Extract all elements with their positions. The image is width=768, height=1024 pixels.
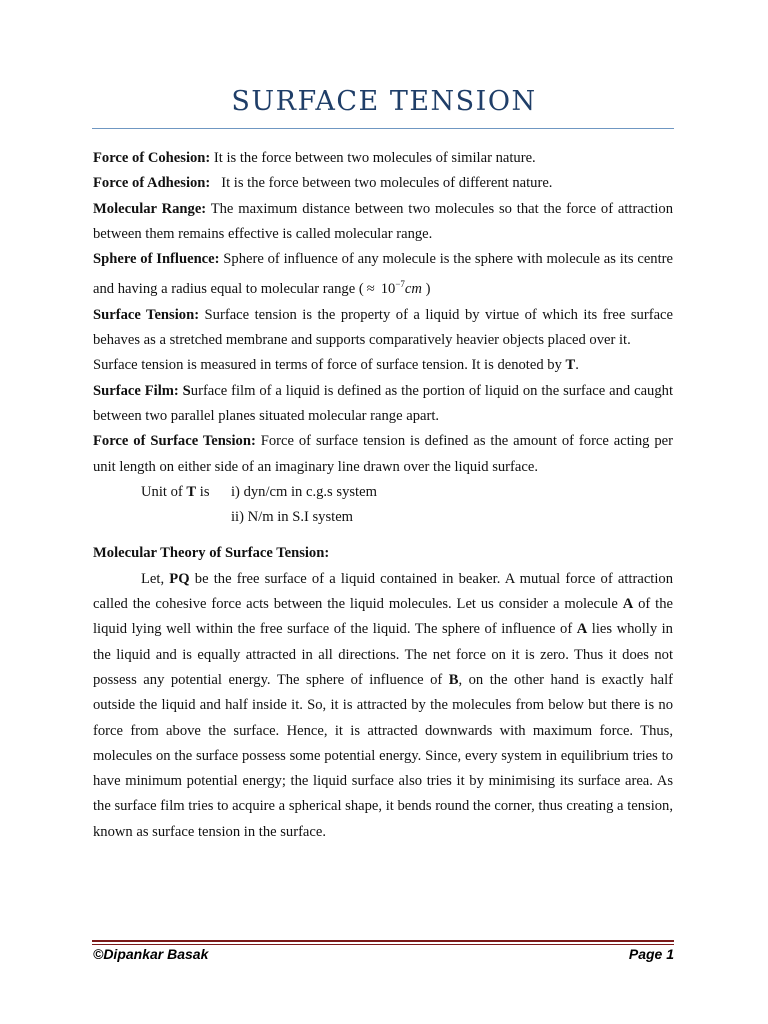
theory-heading-text: Molecular Theory of Surface Tension: [93,545,330,562]
symbol-a-2: A [576,621,588,638]
text-measured: Surface tension is measured in terms of force of surface tension. It is denoted by [93,357,566,374]
text-sphere-of-influence: Sphere of influence of any molecule is the sphere with molecule as its centre and having a radius equal to molecular range ( [93,251,673,298]
definition-surface-film [93,379,673,430]
term-surface-tension: Surface Tension: [93,306,200,323]
theory-paragraph [93,567,673,845]
definition-molecular-range [93,197,673,248]
footer-divider-thick [92,940,674,942]
term-cohesion: Force of Cohesion: [93,150,211,166]
footer-page-number: Page 1 [628,946,674,962]
approx-symbol: ≈ [366,281,375,298]
spacer [93,530,673,541]
theory-text-3: of the liquid lying well within the free surface of the liquid. The sphere of influence of [93,596,673,638]
theory-heading [93,541,673,566]
unit-symbol: T [186,483,197,500]
footer-divider-thin [92,944,674,945]
symbol-a: A [622,596,634,613]
measured-sentence [93,353,673,378]
text-cohesion: It is the force between two molecules of similar nature. [210,150,536,166]
theory-text-4: lies wholly in the liquid and is equally attracted in all directions. The net force on it is zero. Thus it does not possess any potential energy. The sphere of influence of [93,621,673,688]
theory-text-5: , on the other hand is exactly half outside the liquid and half inside it. So, it is attracted by the molecules from below but there is no force from above the surface. Hence, it is attracted downwards with maximum force. Thus, molecules on the surface possess some potential energy. Since, every system in equilibrium tries to have minimum potential energy; the liquid surface also tries it by minimising its surface area. As the surface film tries to acquire a spherical shape, it bends round the corner, thus creating a tension, known as surface tension in the surface. [93,671,673,840]
theory-text-2: be the free surface of a liquid contained in beaker. A mutual force of attraction called the cohesive force acts between the liquid molecules. Let us consider a molecule [93,570,674,613]
document-body [93,146,673,845]
unit-si: ii) N/m in S.I system [231,509,354,526]
footer-author: ©Dipankar Basak [93,946,209,962]
term-adhesion: Force of Adhesion: [93,175,211,192]
range-base: 10 [380,281,396,298]
term-surface-film: Surface Film: S [93,382,191,399]
symbol-pq: PQ [169,570,190,587]
text-force-of-surface-tension: Force of surface tension is defined as the amount of force acting per unit length on either side of an imaginary line drawn over the liquid surface. [93,433,673,475]
unit-row-si [93,505,673,530]
unit-row-cgs [93,480,673,505]
definition-adhesion [93,171,673,196]
definition-cohesion [93,146,673,171]
measured-end: . [575,357,579,374]
term-force-of-surface-tension: Force of Surface Tension: [93,433,256,450]
page-title: SURFACE TENSION [231,86,537,117]
term-sphere-of-influence: Sphere of Influence: [93,251,220,268]
text-surface-film: urface film of a liquid is defined as the portion of liquid on the surface and caught between two parallel planes situated molecular range apart. [93,382,673,424]
text-adhesion: It is the force between two molecules of different nature. [210,175,553,192]
theory-text-1: Let, [141,570,170,587]
symbol-t: T [565,357,576,374]
definition-surface-tension [93,303,673,354]
text-molecular-range: The maximum distance between two molecules so that the force of attraction between them remains effective is called molecular range. [93,200,673,242]
unit-lead: Unit of T is [141,483,210,500]
text-surface-tension: Surface tension is the property of a liquid by virtue of which its free surface behaves as a stretched membrane and supports comparatively heavier objects placed over it. [93,306,674,349]
range-unit: cm [404,281,422,298]
symbol-b: B [448,671,459,688]
range-exponent: −7 [395,279,405,290]
title-divider [92,128,674,129]
definition-sphere-of-influence [93,247,673,303]
term-molecular-range: Molecular Range: [93,200,207,217]
range-close: ) [421,281,431,298]
unit-cgs: i) dyn/cm in c.g.s system [231,483,377,500]
definition-force-of-surface-tension [93,429,673,480]
